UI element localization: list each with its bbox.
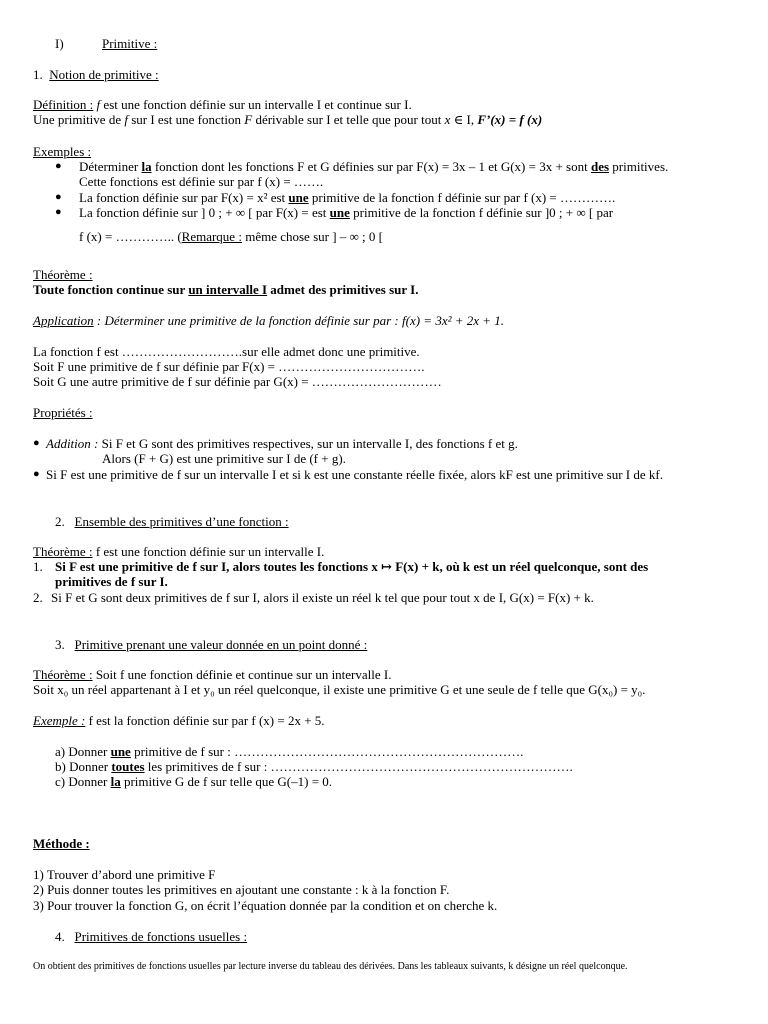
theoreme-label: Théorème : bbox=[33, 667, 93, 682]
propriete-addition-line-2: Alors (F + G) est une primitive sur I de (f + g). bbox=[102, 451, 346, 466]
theoreme-label: Théorème : bbox=[33, 544, 93, 559]
exemple-item-2: La fonction définie sur par F(x) = x² est une primitive de la fonction f définie sur par f (x) = …………. bbox=[79, 190, 616, 205]
section-title: Primitive : bbox=[102, 36, 158, 51]
theoreme2-point-2: Si F et G sont deux primitives de f sur I, alors il existe un réel k tel que pour tout x de I, G(x) = F(x) + k. bbox=[51, 590, 594, 605]
section-number: I) bbox=[55, 36, 64, 51]
subsection-number: 3. bbox=[55, 637, 65, 652]
subsection-4 bbox=[55, 929, 247, 944]
subsection-3 bbox=[55, 637, 367, 652]
exemple-item-3: La fonction définie sur ] 0 ; + ∞ [ par F(x) = est une primitive de la fonction f définie sur ]0 ; + ∞ [ par bbox=[79, 205, 614, 220]
exemple-item-1: Déterminer la fonction dont les fonctions F et G définies sur par F(x) = 3x – 1 et G(x) = 3x + sont des primitives. bbox=[79, 159, 669, 174]
methode-label: Méthode : bbox=[33, 836, 90, 851]
propriete-addition: Addition : Si F et G sont des primitives respectives, sur un intervalle I, des fonctions f et g. bbox=[46, 436, 518, 451]
application-line: Application : Déterminer une primitive de la fonction définie sur par : f(x) = 3x² + 2x + 1. bbox=[33, 313, 505, 328]
bullet-icon: ● bbox=[55, 191, 62, 203]
theoreme-statement: Toute fonction continue sur un intervalle I admet des primitives sur I. bbox=[33, 282, 419, 297]
subsection-number: 2. bbox=[55, 514, 65, 529]
theoreme-label: Théorème : bbox=[33, 267, 93, 282]
footer-note: On obtient des primitives de fonctions usuelles par lecture inverse du tableau des dérivées. Dans les tableaux suivants, k désigne un réel quelconque. bbox=[33, 961, 628, 972]
propriete-multiplication: Si F est une primitive de f sur un intervalle I et si k est une constante réelle fixée, alors kF est une primitive sur I de kf. bbox=[46, 467, 663, 482]
application-answer-2: Soit F une primitive de f sur définie par F(x) = ……………………………. bbox=[33, 359, 425, 374]
application-answer-3: Soit G une autre primitive de f sur définie par G(x) = ………………………… bbox=[33, 374, 442, 389]
exemples-label: Exemples : bbox=[33, 144, 92, 159]
definition-line-2: Une primitive de f sur I est une fonction F dérivable sur I et telle que pour tout x ∈ I, F’(x) = f (x) bbox=[33, 112, 543, 127]
subsection-title: Primitive prenant une valeur donnée en un point donné : bbox=[74, 637, 368, 652]
bullet-icon: ● bbox=[55, 206, 62, 218]
theoreme3-line-2: Soit x₀ un réel appartenant à I et y₀ un réel quelconque, il existe une primitive G et une seule de f telle que G(x₀) = y₀. bbox=[33, 682, 646, 697]
exemple-label: Exemple : bbox=[33, 713, 86, 728]
definition-line-1: Définition : f est une fonction définie sur un intervalle I et continue sur I. bbox=[33, 97, 412, 112]
theoreme2-point-2-number: 2. bbox=[33, 590, 43, 605]
subsection-2 bbox=[55, 514, 289, 529]
exemple-item-3-line-2: f (x) = ………….. (Remarque : même chose sur ] – ∞ ; 0 [ bbox=[79, 229, 383, 244]
exemple-question-c: c) Donner la primitive G de f sur telle que G(–1) = 0. bbox=[55, 774, 333, 789]
methode-step-1: 1) Trouver d’abord une primitive F bbox=[33, 867, 216, 882]
methode-step-2: 2) Puis donner toutes les primitives en ajoutant une constante : k à la fonction F. bbox=[33, 882, 450, 897]
exemple-question-a: a) Donner une primitive de f sur : …………………………………………………………. bbox=[55, 744, 524, 759]
subsection-number: 4. bbox=[55, 929, 65, 944]
application-label: Application bbox=[33, 313, 94, 328]
methode-step-3: 3) Pour trouver la fonction G, on écrit l’équation donnée par la condition et on cherche k. bbox=[33, 898, 498, 913]
definition-label: Définition : bbox=[33, 97, 94, 112]
exemple-question-b: b) Donner toutes les primitives de f sur : ……………………………………………………………. bbox=[55, 759, 573, 774]
theoreme3-line-1: Théorème : Soit f une fonction définie et continue sur un intervalle I. bbox=[33, 667, 392, 682]
exemple-line: Exemple : f est la fonction définie sur par f (x) = 2x + 5. bbox=[33, 713, 325, 728]
subsection-1 bbox=[33, 67, 159, 82]
theoreme2-point-1: Si F est une primitive de f sur I, alors toutes les fonctions x ↦ F(x) + k, où k est un réel quelconque, sont des bbox=[55, 559, 649, 574]
theoreme2-point-1-number: 1. bbox=[33, 559, 43, 574]
bullet-icon: ● bbox=[33, 437, 40, 449]
bullet-icon: ● bbox=[33, 468, 40, 480]
subsection-title: Primitives de fonctions usuelles : bbox=[74, 929, 248, 944]
subsection-title: Notion de primitive : bbox=[49, 67, 159, 82]
application-answer-1: La fonction f est ……………………….sur elle admet donc une primitive. bbox=[33, 344, 420, 359]
theoreme2-point-1-line-2: primitives de f sur I. bbox=[55, 574, 168, 589]
exemple-item-1-line-2: Cette fonctions est définie sur par f (x) = ……. bbox=[79, 174, 324, 189]
subsection-title: Ensemble des primitives d’une fonction : bbox=[74, 514, 289, 529]
bullet-icon: ● bbox=[55, 160, 62, 172]
theoreme2-intro: Théorème : f est une fonction définie sur un intervalle I. bbox=[33, 544, 325, 559]
subsection-number: 1. bbox=[33, 67, 43, 82]
proprietes-label: Propriétés : bbox=[33, 405, 93, 420]
